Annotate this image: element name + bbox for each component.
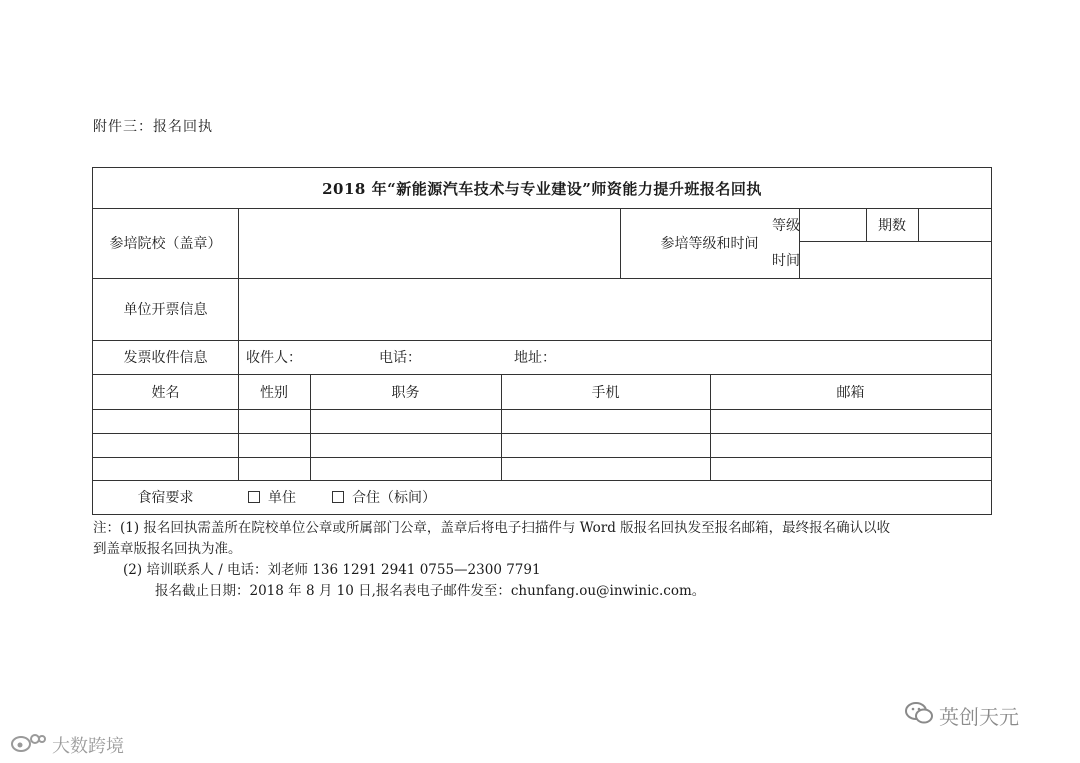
option-single-label: 单住 — [268, 490, 296, 506]
table-row[interactable] — [93, 409, 991, 433]
invoice-label: 单位开票信息 — [123, 302, 208, 318]
registration-form-table — [92, 167, 992, 515]
watermark-right-text: 英创天元 — [939, 705, 1019, 729]
option-shared[interactable] — [332, 480, 472, 514]
weibo-icon — [10, 731, 46, 758]
attachment-title: 附件三：报名回执 — [93, 119, 213, 135]
checkbox[interactable] — [248, 491, 260, 503]
notes — [93, 518, 998, 602]
time-field[interactable] — [799, 241, 991, 278]
phone-label: 电话： — [379, 350, 421, 366]
watermark-left-text: 大数跨境 — [52, 735, 124, 757]
meal-label: 食宿要求 — [137, 490, 194, 506]
school-label: 参培院校（盖章） — [109, 236, 222, 252]
delivery-label: 发票收件信息 — [123, 350, 208, 366]
header-name: 姓名 — [151, 384, 180, 401]
header-mobile: 手机 — [591, 384, 620, 401]
option-single[interactable] — [248, 480, 328, 514]
time-label: 时间 — [772, 252, 800, 269]
checkbox[interactable] — [332, 491, 344, 503]
table-row[interactable] — [93, 433, 991, 457]
note-line-1: 注：(1) 报名回执需盖所在院校单位公章或所属部门公章，盖章后将电子扫描件与 Word 版报名回执发至报名邮箱，最终报名确认以收 — [93, 520, 891, 536]
recipient-label: 收件人： — [246, 350, 302, 366]
wechat-icon — [905, 701, 933, 730]
watermark-right — [905, 701, 1019, 730]
note-line-2: 到盖章版报名回执为准。 — [93, 541, 242, 557]
invoice-field[interactable] — [238, 278, 991, 340]
level-field[interactable] — [799, 208, 866, 241]
header-gender: 性别 — [260, 384, 288, 401]
option-shared-label: 合住（标间） — [352, 490, 436, 506]
school-field[interactable] — [238, 208, 620, 278]
level-time-label: 参培等级和时间 — [660, 236, 759, 252]
note-line-4: 报名截止日期：2018 年 8 月 10 日,报名表电子邮件发至：chunfang.ou@inwinic.com。 — [155, 583, 706, 599]
table-row[interactable] — [93, 457, 991, 480]
level-label: 等级 — [772, 217, 800, 234]
note-line-3: (2) 培训联系人 / 电话：刘老师 136 1291 2941 0755—2300 7791 — [123, 562, 541, 578]
period-field[interactable] — [918, 208, 991, 241]
address-label: 地址： — [514, 350, 556, 366]
watermark-left — [10, 731, 124, 758]
header-email: 邮箱 — [836, 384, 865, 401]
header-position: 职务 — [391, 384, 420, 401]
period-label: 期数 — [878, 217, 906, 234]
form-title: 2018 年“新能源汽车技术与专业建设”师资能力提升班报名回执 — [322, 179, 762, 198]
